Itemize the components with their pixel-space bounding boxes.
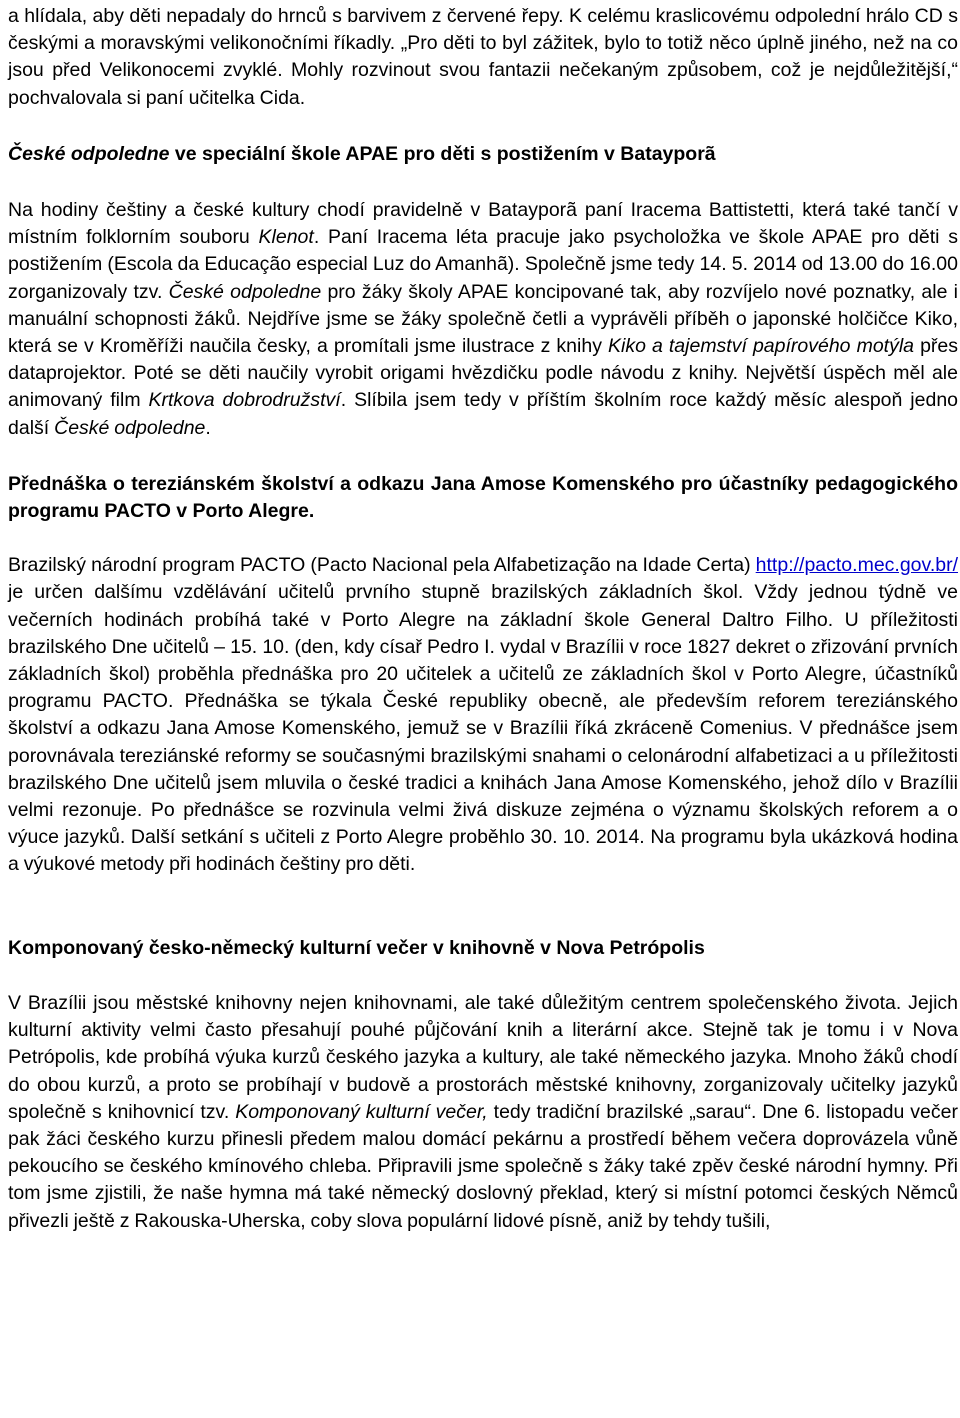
paragraph-apae	[8, 197, 958, 442]
heading-emphasis: České odpoledne	[8, 142, 170, 165]
text-run: přes dataprojektor. Poté se děti naučily vyrobit origami hvězdičku podle návodu z knihy. Největší úspěch měl ale animovaný film	[8, 335, 958, 412]
section-heading-kulturni-vecer: Komponovaný česko-německý kulturní večer v knihovně v Nova Petrópolis	[8, 936, 705, 959]
emphasis-klenot: Klenot	[258, 226, 314, 249]
text-run: tedy tradiční brazilské „sarau“. Dne 6. listopadu večer pak žáci českého kurzu přinesli předem malou domácí pekárnu a prostředí během večera doprovázela vůně pekoucího se českého kmínového chleba. Připravili jsme společně s žáky také zpěv české národní hymny. Při tom jsme zjistili, že naše hymna má také německý doslovný překlad, který si místní potomci českých Němců přivezli ještě z Rakouska-Uherska, coby slova populární lidové písně, aniž by tehdy tušili,	[8, 1100, 958, 1232]
text-run: V Brazílii jsou městské knihovny nejen knihovnami, ale také důležitým centrem společenského života. Jejich kulturní aktivity velmi často přesahují pouhé půjčování knih a literární akce. Stejně tak je tomu i v Nova Petrópolis, kde probíhá výuka kurzů českého jazyka a kultury, ale také německého jazyka. Mnoho žáků chodí do obou kurzů, a proto se probíhají v budově a prostorách městské knihovny, zorganizovaly učitelky jazyků společně s knihovnicí tzv.	[8, 991, 958, 1123]
text-run: Na hodiny češtiny a české kultury chodí pravidelně v Batayporã paní Iracema Battistetti, která také tančí v místním folklorním souboru	[8, 199, 958, 249]
section-heading-prednaska: Přednáška o tereziánském školství a odkazu Jana Amose Komenského pro účastníky pedagogického programu PACTO v Porto Alegre.	[8, 472, 958, 523]
text-run: Brazilský národní program PACTO (Pacto Nacional pela Alfabetização na Idade Certa)	[8, 554, 756, 577]
pacto-link[interactable]: http://pacto.mec.gov.br/	[755, 554, 958, 577]
emphasis-film-title: Krtkova dobrodružství	[148, 389, 341, 412]
text-run: . Slíbila jsem tedy v příštím školním roce každý měsíc alespoň jedno další	[8, 389, 959, 439]
emphasis-ceske-odpoledne: České odpoledne	[54, 416, 206, 439]
text-run: pro žáky školy APAE koncipované tak, aby rozvíjelo nové poznatky, ale i manuální schopnosti žáků. Nejdříve jsme se žáky společně četli a vyprávěli příběh o japonské holčičce Kiko, která se v Kroměříži naučila česky, a promítali jsme ilustrace z knihy	[8, 280, 958, 358]
heading-text: ve speciální škole APAE pro děti s postižením v Batayporã	[169, 142, 716, 165]
document-page	[8, 0, 958, 1235]
section-heading-ceske-odpoledne	[8, 141, 958, 168]
emphasis-book-title: Kiko a tajemství papírového motýla	[608, 335, 915, 358]
intro-paragraph: a hlídala, aby děti nepadaly do hrnců s barvivem z červené řepy. K celému kraslicovému odpolední hrálo CD s českými a moravskými velikonočními říkadly. „Pro děti to byl zážitek, bylo to totiž něco úplně jiného, než na co jsou před Velikonocemi zvyklé. Mohly rozvinout svou fantazii nečekaným způsobem, což je nejdůležitější,“ pochvalovala si paní učitelka Cida.	[8, 5, 958, 109]
emphasis-ceske-odpoledne: České odpoledne	[168, 280, 322, 303]
text-run: . Paní Iracema léta pracuje jako psycholožka ve škole APAE pro děti s postižením (Escola da Educação especial Luz do Amanhã). Společně jsme tedy 14. 5. 2014 od 13.00 do 16.00 zorganizovaly tzv.	[8, 226, 958, 303]
paragraph-pacto	[8, 552, 958, 878]
text-run: je určen dalšímu vzdělávání učitelů prvního stupně brazilských základních škol. Vždy jednou týdně ve večerních hodinách probíhá také v Porto Alegre na základní škole General Daltro Filho. U příležitosti brazilského Dne učitelů – 15. 10. (den, kdy císař Pedro I. vydal v Brazílii v roce 1827 dekret o zřizování prvních základních škol) proběhla přednáška pro 20 učitelek a učitelů ze základních škol v Porto Alegre, účastníků programu PACTO. Přednáška se týkala České republiky obecně, ale především reforem tereziánského školství a odkazu Jana Amose Komenského, jemuž se v Brazílii říká zkráceně Comenius. V přednášce jsem porovnávala tereziánské reformy se současnými brazilskými snahami o celonárodní alfabetizaci a u příležitosti brazilského Dne učitelů jsem mluvila o české tradici a knihách Jana Amose Komenského, jehož dílo v Brazílii velmi rezonuje. Po přednášce se rozvinula velmi živá diskuze zejména o významu školských reforem a o výuce jazyků. Další setkání s učiteli z Porto Alegre proběhlo 30. 10. 2014. Na programu byla ukázková hodina a výukové metody při hodinách češtiny pro děti.	[8, 581, 958, 876]
text-run: .	[205, 416, 211, 439]
paragraph-nova-petropolis	[8, 990, 958, 1235]
emphasis-komponovany-vecer: Komponovaný kulturní večer,	[235, 1100, 488, 1123]
